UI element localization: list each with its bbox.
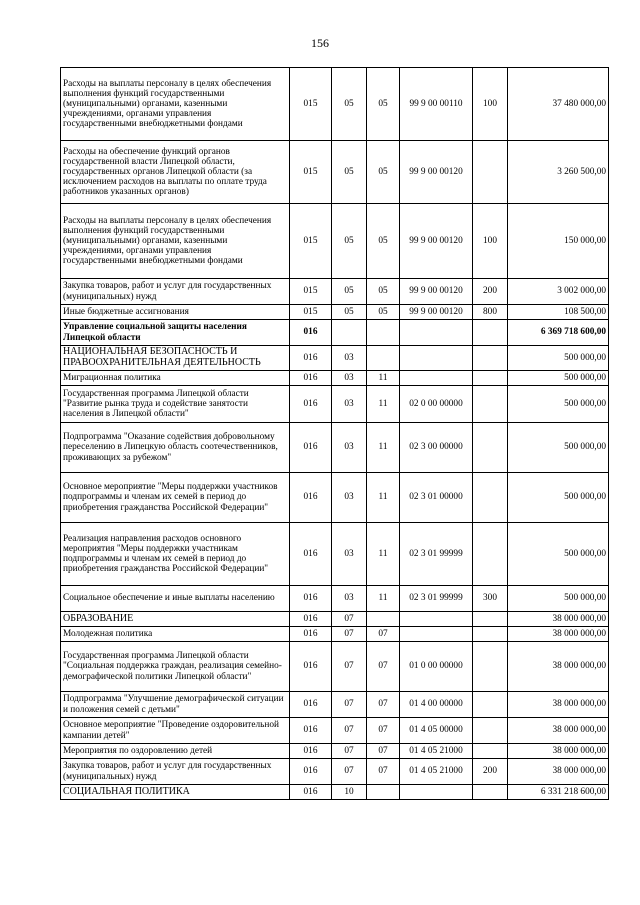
table-row bbox=[61, 305, 609, 320]
row-gr: 016 bbox=[290, 386, 332, 423]
row-rz: 03 bbox=[332, 371, 367, 386]
row-sum: 37 480 000,00 bbox=[508, 68, 609, 141]
row-pr bbox=[367, 346, 400, 371]
row-pr: 05 bbox=[367, 141, 400, 204]
row-sum: 3 260 500,00 bbox=[508, 141, 609, 204]
row-name: Расходы на обеспечение функций органов государственной власти Липецкой области, государственных органов Липецкой области (за исключением расходов на выплаты по оплате труда работников указанных органов) bbox=[61, 141, 290, 204]
row-gr: 016 bbox=[290, 759, 332, 785]
row-vr bbox=[473, 627, 508, 642]
row-gr: 015 bbox=[290, 279, 332, 305]
row-pr: 05 bbox=[367, 68, 400, 141]
row-pr: 11 bbox=[367, 473, 400, 523]
row-pr: 11 bbox=[367, 523, 400, 586]
row-gr: 016 bbox=[290, 642, 332, 692]
row-vr: 100 bbox=[473, 204, 508, 279]
row-name: Управление социальной защиты населения Липецкой области bbox=[61, 320, 290, 346]
row-vr bbox=[473, 371, 508, 386]
row-csr bbox=[400, 346, 473, 371]
row-sum: 38 000 000,00 bbox=[508, 627, 609, 642]
row-name: Молодежная политика bbox=[61, 627, 290, 642]
row-rz: 10 bbox=[332, 785, 367, 800]
row-name: Основное мероприятие "Проведение оздоровительной кампании детей" bbox=[61, 718, 290, 744]
row-csr bbox=[400, 371, 473, 386]
row-pr: 07 bbox=[367, 627, 400, 642]
row-rz: 03 bbox=[332, 346, 367, 371]
row-pr: 07 bbox=[367, 692, 400, 718]
row-sum: 6 369 718 600,00 bbox=[508, 320, 609, 346]
row-pr bbox=[367, 612, 400, 627]
table-row bbox=[61, 386, 609, 423]
row-name: СОЦИАЛЬНАЯ ПОЛИТИКА bbox=[61, 785, 290, 800]
row-rz: 03 bbox=[332, 386, 367, 423]
row-vr: 200 bbox=[473, 279, 508, 305]
table-row bbox=[61, 371, 609, 386]
row-csr: 01 0 00 00000 bbox=[400, 642, 473, 692]
row-name: Социальное обеспечение и иные выплаты населению bbox=[61, 586, 290, 612]
row-name: Иные бюджетные ассигнования bbox=[61, 305, 290, 320]
table-row bbox=[61, 523, 609, 586]
row-gr: 016 bbox=[290, 346, 332, 371]
row-gr: 016 bbox=[290, 586, 332, 612]
table-row bbox=[61, 744, 609, 759]
row-vr bbox=[473, 642, 508, 692]
row-vr bbox=[473, 523, 508, 586]
row-sum: 38 000 000,00 bbox=[508, 642, 609, 692]
row-pr: 07 bbox=[367, 718, 400, 744]
row-csr bbox=[400, 627, 473, 642]
row-pr: 05 bbox=[367, 305, 400, 320]
row-pr: 07 bbox=[367, 744, 400, 759]
table-row bbox=[61, 473, 609, 523]
budget-table bbox=[60, 67, 609, 800]
row-sum: 38 000 000,00 bbox=[508, 718, 609, 744]
row-rz: 03 bbox=[332, 423, 367, 473]
row-name: Подпрограмма "Улучшение демографической ситуации и положения семей с детьми" bbox=[61, 692, 290, 718]
row-gr: 016 bbox=[290, 423, 332, 473]
table-row bbox=[61, 141, 609, 204]
row-sum: 108 500,00 bbox=[508, 305, 609, 320]
row-csr: 01 4 05 21000 bbox=[400, 744, 473, 759]
row-pr: 11 bbox=[367, 386, 400, 423]
row-vr bbox=[473, 386, 508, 423]
row-sum: 38 000 000,00 bbox=[508, 744, 609, 759]
row-rz bbox=[332, 320, 367, 346]
table-row bbox=[61, 612, 609, 627]
row-pr: 07 bbox=[367, 642, 400, 692]
row-csr: 99 9 00 00120 bbox=[400, 141, 473, 204]
row-csr: 99 9 00 00120 bbox=[400, 279, 473, 305]
row-rz: 07 bbox=[332, 692, 367, 718]
row-name: Расходы на выплаты персоналу в целях обеспечения выполнения функций государственными (муниципальными) органами, казенными учреждениями, органами управления государственными внебюджетными фондами bbox=[61, 68, 290, 141]
row-vr bbox=[473, 141, 508, 204]
row-sum: 38 000 000,00 bbox=[508, 759, 609, 785]
row-name: Основное мероприятие "Меры поддержки участников подпрограммы и членам их семей в период до приобретения гражданства Российской Федерации" bbox=[61, 473, 290, 523]
row-csr: 99 9 00 00120 bbox=[400, 204, 473, 279]
row-gr: 016 bbox=[290, 718, 332, 744]
table-row bbox=[61, 759, 609, 785]
row-sum: 150 000,00 bbox=[508, 204, 609, 279]
row-vr: 300 bbox=[473, 586, 508, 612]
page-number: 156 bbox=[311, 36, 329, 50]
row-rz: 05 bbox=[332, 204, 367, 279]
row-csr: 01 4 00 00000 bbox=[400, 692, 473, 718]
table-row bbox=[61, 346, 609, 371]
row-csr: 99 9 00 00110 bbox=[400, 68, 473, 141]
row-name: Миграционная политика bbox=[61, 371, 290, 386]
row-gr: 016 bbox=[290, 785, 332, 800]
row-vr bbox=[473, 320, 508, 346]
row-sum: 500 000,00 bbox=[508, 586, 609, 612]
row-name: Закупка товаров, работ и услуг для государственных (муниципальных) нужд bbox=[61, 759, 290, 785]
row-name: Закупка товаров, работ и услуг для государственных (муниципальных) нужд bbox=[61, 279, 290, 305]
row-csr: 99 9 00 00120 bbox=[400, 305, 473, 320]
row-rz: 03 bbox=[332, 473, 367, 523]
row-gr: 016 bbox=[290, 692, 332, 718]
row-vr: 800 bbox=[473, 305, 508, 320]
table-row bbox=[61, 627, 609, 642]
row-rz: 07 bbox=[332, 759, 367, 785]
row-rz: 07 bbox=[332, 718, 367, 744]
row-sum: 500 000,00 bbox=[508, 386, 609, 423]
row-pr bbox=[367, 320, 400, 346]
row-pr: 05 bbox=[367, 204, 400, 279]
row-gr: 015 bbox=[290, 305, 332, 320]
row-rz: 05 bbox=[332, 305, 367, 320]
row-sum: 500 000,00 bbox=[508, 523, 609, 586]
table-row bbox=[61, 279, 609, 305]
row-rz: 07 bbox=[332, 744, 367, 759]
row-gr: 016 bbox=[290, 627, 332, 642]
table-row bbox=[61, 204, 609, 279]
row-pr: 11 bbox=[367, 371, 400, 386]
row-rz: 03 bbox=[332, 523, 367, 586]
row-vr bbox=[473, 718, 508, 744]
row-rz: 05 bbox=[332, 68, 367, 141]
row-pr: 07 bbox=[367, 759, 400, 785]
row-csr: 02 3 01 99999 bbox=[400, 523, 473, 586]
row-vr: 100 bbox=[473, 68, 508, 141]
row-rz: 07 bbox=[332, 627, 367, 642]
row-csr: 02 3 01 00000 bbox=[400, 473, 473, 523]
row-gr: 016 bbox=[290, 371, 332, 386]
row-vr bbox=[473, 785, 508, 800]
row-vr bbox=[473, 744, 508, 759]
row-csr bbox=[400, 612, 473, 627]
row-sum: 500 000,00 bbox=[508, 473, 609, 523]
row-gr: 016 bbox=[290, 473, 332, 523]
row-gr: 015 bbox=[290, 68, 332, 141]
row-name: Государственная программа Липецкой области "Социальная поддержка граждан, реализация семейно-демографической политики Липецкой области" bbox=[61, 642, 290, 692]
row-rz: 05 bbox=[332, 279, 367, 305]
row-name: Государственная программа Липецкой области "Развитие рынка труда и содействие занятости населения в Липецкой области" bbox=[61, 386, 290, 423]
row-pr bbox=[367, 785, 400, 800]
row-name: Подпрограмма "Оказание содействия добровольному переселению в Липецкую область соотечественников, проживающих за рубежом" bbox=[61, 423, 290, 473]
row-vr bbox=[473, 692, 508, 718]
row-gr: 016 bbox=[290, 320, 332, 346]
row-pr: 11 bbox=[367, 586, 400, 612]
row-csr: 02 0 00 00000 bbox=[400, 386, 473, 423]
row-name: Расходы на выплаты персоналу в целях обеспечения выполнения функций государственными (муниципальными) органами, казенными учреждениями, органами управления государственными внебюджетными фондами bbox=[61, 204, 290, 279]
row-csr bbox=[400, 320, 473, 346]
row-sum: 38 000 000,00 bbox=[508, 612, 609, 627]
row-vr bbox=[473, 473, 508, 523]
row-rz: 07 bbox=[332, 642, 367, 692]
row-csr bbox=[400, 785, 473, 800]
row-pr: 05 bbox=[367, 279, 400, 305]
table-row bbox=[61, 423, 609, 473]
table-row bbox=[61, 718, 609, 744]
row-vr bbox=[473, 423, 508, 473]
row-sum: 500 000,00 bbox=[508, 346, 609, 371]
row-csr: 02 3 00 00000 bbox=[400, 423, 473, 473]
row-name: Мероприятия по оздоровлению детей bbox=[61, 744, 290, 759]
row-vr bbox=[473, 346, 508, 371]
row-gr: 016 bbox=[290, 612, 332, 627]
table-row bbox=[61, 692, 609, 718]
row-rz: 05 bbox=[332, 141, 367, 204]
row-name: НАЦИОНАЛЬНАЯ БЕЗОПАСНОСТЬ И ПРАВООХРАНИТЕЛЬНАЯ ДЕЯТЕЛЬНОСТЬ bbox=[61, 346, 290, 371]
row-csr: 01 4 05 21000 bbox=[400, 759, 473, 785]
table-row bbox=[61, 320, 609, 346]
row-vr bbox=[473, 612, 508, 627]
row-pr: 11 bbox=[367, 423, 400, 473]
table-row bbox=[61, 785, 609, 800]
row-name: Реализация направления расходов основного мероприятия "Меры поддержки участникам подпрограммы и членам их семей в период до приобретения гражданства Российской Федерации" bbox=[61, 523, 290, 586]
row-name: ОБРАЗОВАНИЕ bbox=[61, 612, 290, 627]
row-rz: 03 bbox=[332, 586, 367, 612]
row-sum: 3 002 000,00 bbox=[508, 279, 609, 305]
table-row bbox=[61, 642, 609, 692]
row-sum: 500 000,00 bbox=[508, 423, 609, 473]
table-row bbox=[61, 68, 609, 141]
row-sum: 6 331 218 600,00 bbox=[508, 785, 609, 800]
table-row bbox=[61, 586, 609, 612]
row-csr: 01 4 05 00000 bbox=[400, 718, 473, 744]
row-vr: 200 bbox=[473, 759, 508, 785]
row-gr: 016 bbox=[290, 523, 332, 586]
row-gr: 016 bbox=[290, 744, 332, 759]
row-rz: 07 bbox=[332, 612, 367, 627]
row-sum: 38 000 000,00 bbox=[508, 692, 609, 718]
row-sum: 500 000,00 bbox=[508, 371, 609, 386]
row-gr: 015 bbox=[290, 204, 332, 279]
row-csr: 02 3 01 99999 bbox=[400, 586, 473, 612]
row-gr: 015 bbox=[290, 141, 332, 204]
